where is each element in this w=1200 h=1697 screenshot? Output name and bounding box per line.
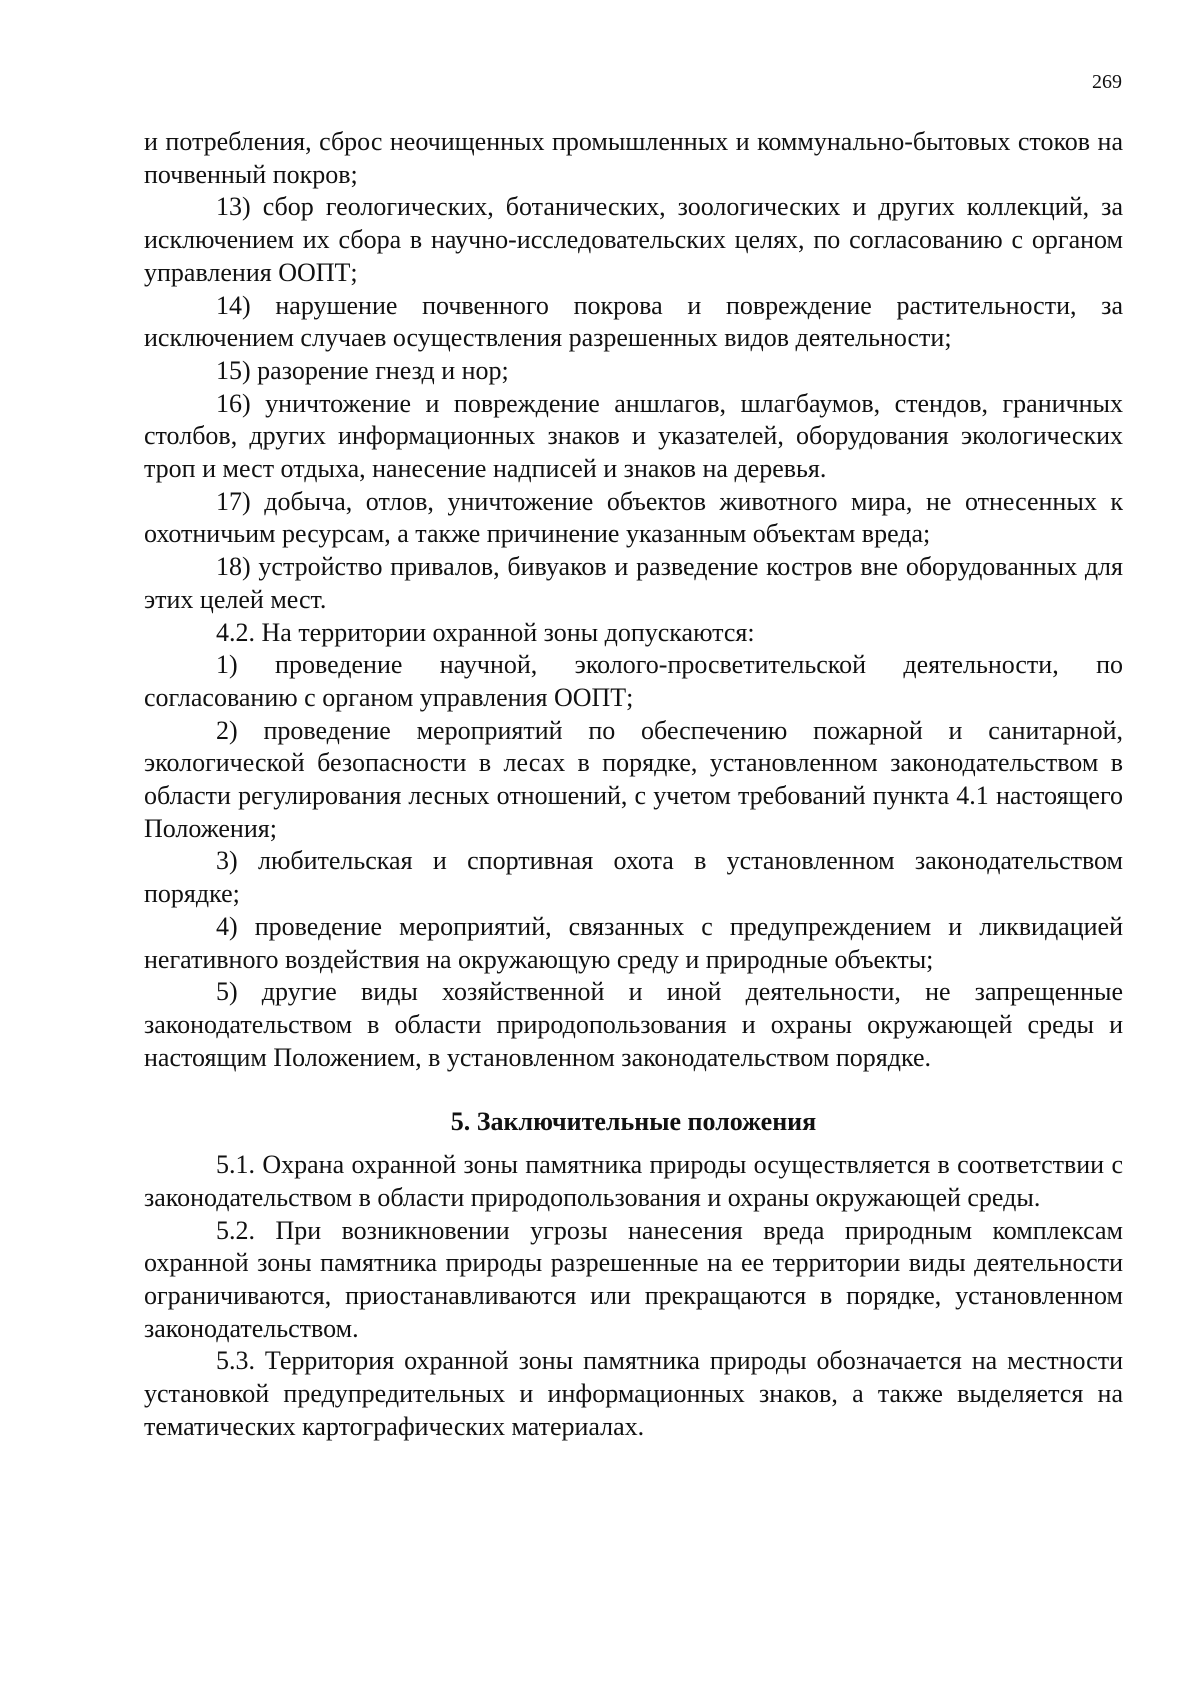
paragraph: и потребления, сброс неочищенных промышленных и коммунально-бытовых стоков на почвенный покров; <box>144 127 1123 189</box>
allowed-item-3: 3) любительская и спортивная охота в установленном законодательством порядке; <box>144 846 1123 909</box>
allowed-item-2: 2) проведение мероприятий по обеспечению пожарной и санитарной, экологической безопасности в лесах в порядке, установленном законодательством в области регулирования лесных отношений, с учетом требований пункта 4.1 настоящего Положения; <box>144 715 1123 843</box>
list-item-13: 13) сбор геологических, ботанических, зоологических и других коллекций, за исключением их сбора в научно-исследовательских целях, по согласованию с органом управления ООПТ; <box>144 192 1123 287</box>
section-heading: 5. Заключительные положения <box>450 1107 817 1137</box>
document-body <box>144 126 1123 1443</box>
clause-5-1: 5.1. Охрана охранной зоны памятника природы осуществляется в соответствии с законодательством в области природопользования и охраны окружающей среды. <box>144 1150 1123 1212</box>
allowed-item-5: 5) другие виды хозяйственной и иной деятельности, не запрещенные законодательством в области природопользования и охраны окружающей среды и настоящим Положением, в установленном законодательством порядке. <box>144 977 1123 1072</box>
list-item-14: 14) нарушение почвенного покрова и повреждение растительности, за исключением случаев осуществления разрешенных видов деятельности; <box>144 290 1123 353</box>
list-item-18: 18) устройство привалов, бивуаков и разведение костров вне оборудованных для этих целей мест. <box>144 552 1123 614</box>
list-item-17: 17) добыча, отлов, уничтожение объектов животного мира, не отнесенных к охотничьим ресурсам, а также причинение указанным объектам вреда; <box>144 486 1123 549</box>
allowed-item-1: 1) проведение научной, эколого-просветительской деятельности, по согласованию с органом управления ООПТ; <box>144 650 1123 712</box>
clause-5-2: 5.2. При возникновении угрозы нанесения вреда природным комплексам охранной зоны памятника природы разрешенные на ее территории виды деятельности ограничиваются, приостанавливаются или прекращаются в порядке, установленном законодательством. <box>144 1215 1123 1343</box>
list-item-16: 16) уничтожение и повреждение аншлагов, шлагбаумов, стендов, граничных столбов, других информационных знаков и указателей, оборудования экологических троп и мест отдыха, нанесение надписей и знаков на деревья. <box>144 388 1123 484</box>
page-number: 269 <box>1092 71 1122 93</box>
clause-5-3: 5.3. Территория охранной зоны памятника природы обозначается на местности установкой предупредительных и информационных знаков, а также выделяется на тематических картографических материалах. <box>144 1346 1123 1441</box>
clause-4-2: 4.2. На территории охранной зоны допускаются: <box>216 617 755 647</box>
list-item-15: 15) разорение гнезд и нор; <box>216 355 509 385</box>
allowed-item-4: 4) проведение мероприятий, связанных с предупреждением и ликвидацией негативного воздействия на окружающую среду и природные объекты; <box>144 911 1123 974</box>
